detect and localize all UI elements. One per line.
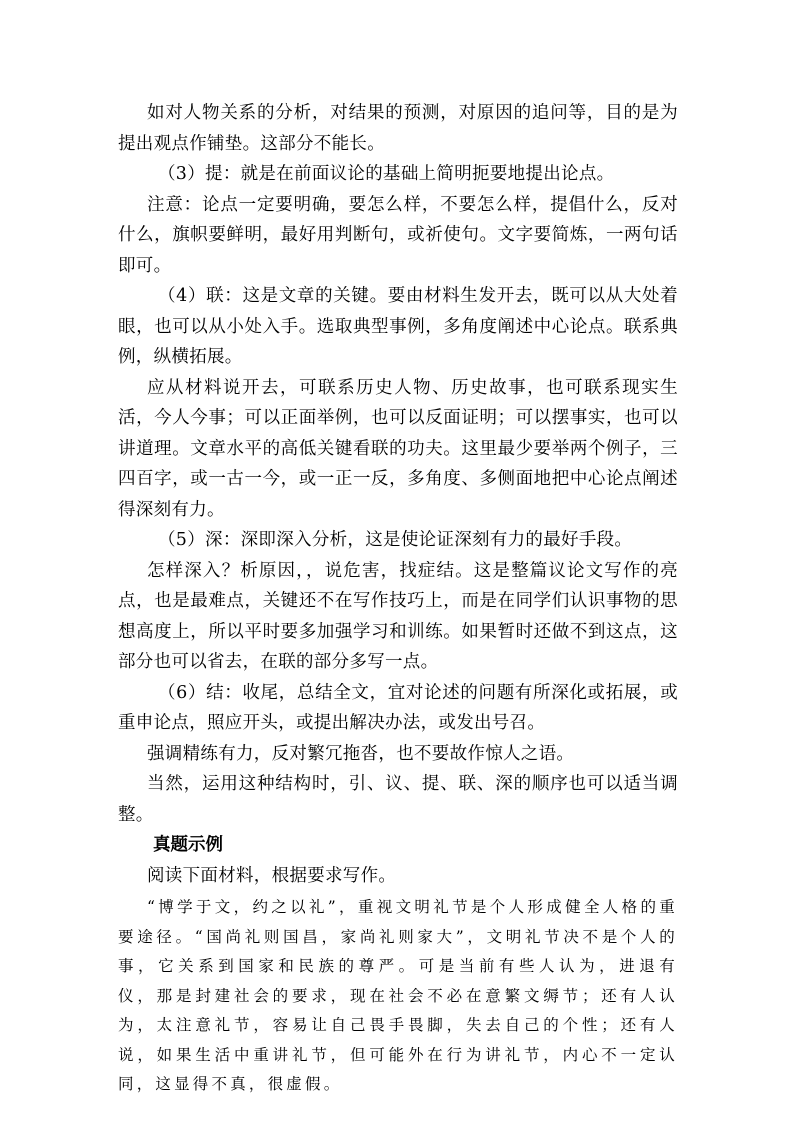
paragraph-note: 注意：论点一定要明确，要怎么样，不要怎么样，提倡什么，反对什么，旗帜要鲜明，最好用判断句，或祈使句。文字要简炼，一两句话即可。	[118, 194, 678, 276]
paragraph-lian-detail: 应从材料说开去，可联系历史人物、历史故事，也可联系现实生活，今人今事；可以正面举例，也可以反面证明；可以摆事实，也可以讲道理。文章水平的高低关键看联的功夫。这里最少要举两个例子，三四百字，或一古一今，或一正一反，多角度、多侧面地把中心论点阐述得深刻有力。	[118, 377, 678, 520]
material-text: “博学于文，约之以礼”，重视文明礼节是个人形成健全人格的重要途径。“国尚礼则国昌，家尚礼则家大”，文明礼节决不是个人的事，它关系到国家和民族的尊严。可是当前有些人认为，进退有仪，那是封建社会的要求，现在社会不必在意繁文缛节；还有人认为，太注意礼节，容易让自己畏手畏脚，失去自己的个性；还有人说，如果生活中重讲礼节，但可能外在行为讲礼节，内心不一定认同，这显得不真，很虚假。	[118, 898, 678, 1093]
paragraph-analysis: 如对人物关系的分析，对结果的预测，对原因的追问等，目的是为提出观点作铺垫。这部分不能长。	[118, 103, 678, 154]
paragraph-order-note: 当然，运用这种结构时，引、议、提、联、深的顺序也可以适当调整。	[118, 774, 678, 825]
paragraph-step-6-jie: （6）结：收尾，总结全文，宜对论述的问题有所深化或拓展，或重申论点，照应开头，或提出解决办法，或发出号召。	[118, 682, 678, 733]
instruction-text: 阅读下面材料，根据要求写作。	[147, 865, 397, 886]
document-page	[118, 98, 678, 1100]
paragraph-step-4-lian: （4）联：这是文章的关键。要由材料生发开去，既可以从大处着眼，也可以从小处入手。选取典型事例，多角度阐述中心论点。联系典例，纵横拓展。	[118, 286, 678, 367]
paragraph-emphasis: 强调精练有力，反对繁冗拖沓，也不要故作惊人之语。	[147, 743, 575, 764]
paragraph-step-3-ti: （3）提：就是在前面议论的基础上简明扼要地提出论点。	[158, 164, 615, 184]
section-heading: 真题示例	[153, 835, 223, 855]
paragraph-step-5-shen: （5）深：深即深入分析，这是使论证深刻有力的最好手段。	[158, 530, 633, 550]
paragraph-shen-detail: 怎样深入？析原因，，说危害，找症结。这是整篇议论文写作的亮点，也是最难点，关键还不在写作技巧上，而是在同学们认识事物的思想高度上，所以平时要多加强学习和训练。如果暂时还做不到这点，这部分也可以省去，在联的部分多写一点。	[118, 560, 678, 672]
